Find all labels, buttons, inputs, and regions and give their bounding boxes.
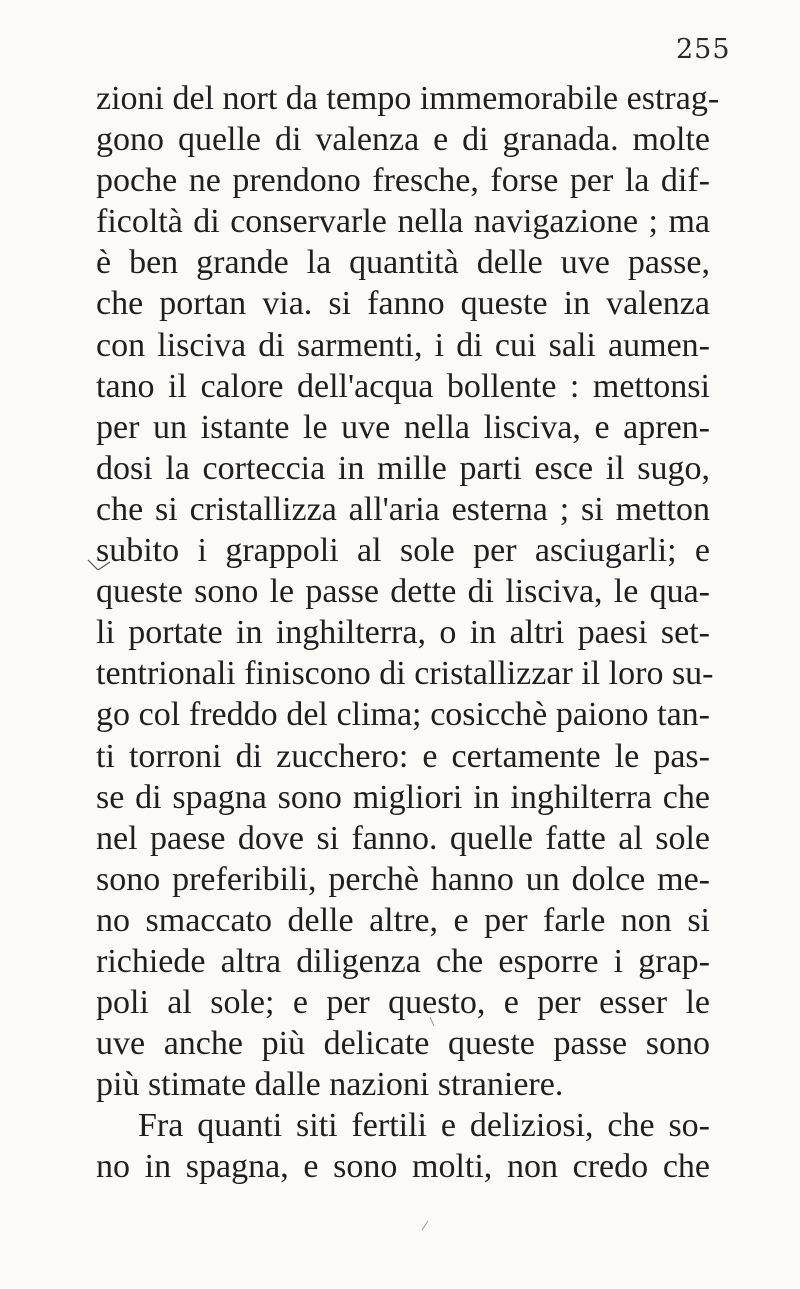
- text-line: per un istante le uve nella lisciva, e apren-: [96, 408, 710, 446]
- text-line: è ben grande la quantità delle uve passe,: [96, 244, 710, 282]
- text-line: zioni del nort da tempo immemorabile estrag-: [96, 80, 720, 117]
- text-line: richiede altra diligenza che esporre i grap-: [96, 942, 710, 980]
- margin-tick-mark: [86, 556, 112, 574]
- stray-mark: [420, 1220, 430, 1232]
- text-line: con lisciva di sarmenti, i di cui sali aumen-: [96, 326, 710, 364]
- page-number: 255: [676, 34, 731, 65]
- text-line: tentrionali finiscono di cristallizzar il loro su-: [96, 655, 714, 693]
- text-line: queste sono le passe dette di lisciva, le qua-: [96, 573, 710, 611]
- text-line: gono quelle di valenza e di granada. molte: [96, 121, 710, 159]
- text-line: subito i grappoli al sole per asciugarli; e: [96, 532, 710, 570]
- text-line: poli al sole; e per questo, e per esser le: [96, 984, 710, 1022]
- text-line: che portan via. si fanno queste in valenza: [96, 285, 710, 323]
- body-text: [96, 78, 720, 1188]
- text-line: tano il calore dell'acqua bollente : mettonsi: [96, 367, 710, 405]
- text-line: poche ne prendono fresche, forse per la dif-: [96, 162, 710, 200]
- text-line: uve anche più delicate queste passe sono: [96, 1025, 710, 1063]
- text-line: nel paese dove si fanno. quelle fatte al sole: [96, 819, 710, 857]
- stray-mark: [428, 1016, 436, 1028]
- text-line: go col freddo del clima; cosicchè paiono tan-: [96, 696, 710, 734]
- text-line: no smaccato delle altre, e per farle non si: [96, 901, 710, 939]
- text-line: li portate in inghilterra, o in altri paesi set-: [96, 614, 710, 652]
- text-line: più stimate dalle nazioni straniere.: [96, 1066, 564, 1104]
- text-line-paragraph-start: Fra quanti siti fertili e deliziosi, che so-: [138, 1107, 710, 1145]
- text-line: no in spagna, e sono molti, non credo che: [96, 1148, 710, 1186]
- text-line: sono preferibili, perchè hanno un dolce me-: [96, 860, 710, 898]
- text-line: che si cristallizza all'aria esterna ; si metton: [96, 490, 710, 528]
- text-line: se di spagna sono migliori in inghilterra che: [96, 778, 710, 816]
- text-line: dosi la corteccia in mille parti esce il sugo,: [96, 449, 710, 487]
- text-line: ficoltà di conservarle nella navigazione ; ma: [96, 203, 710, 241]
- text-line: ti torroni di zucchero: e certamente le pas-: [96, 737, 710, 775]
